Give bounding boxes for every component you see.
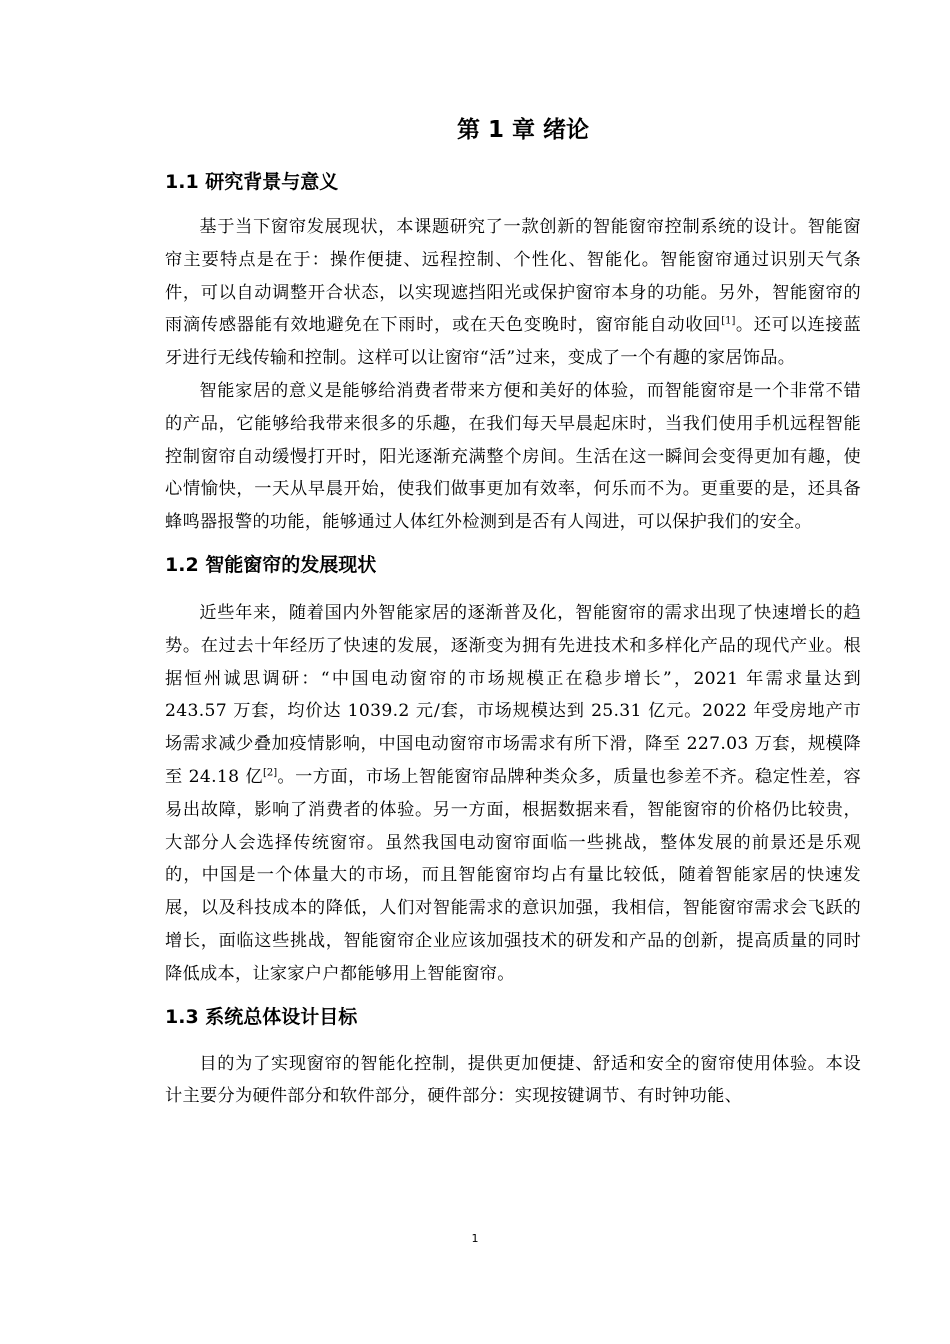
section-title-1-3: 1.3 系统总体设计目标	[165, 1005, 358, 1028]
section-title-1-2: 1.2 智能窗帘的发展现状	[165, 553, 377, 576]
citation-marker: [1]	[721, 315, 736, 327]
paragraph-text: 基于当下窗帘发展现状，本课题研究了一款创新的智能窗帘控制系统的设计。智能窗帘主要特点是在于：操作便捷、远程控制、个性化、智能化。智能窗帘通过识别天气条件，可以自动调整开合状态，以实现遮挡阳光或保护窗帘本身的功能。另外，智能窗帘的雨滴传感器能有效地避免在下雨时，或在天色变晚时，窗帘能自动收回	[165, 217, 861, 336]
paragraph-text: 。还可以连接蓝牙进行无线传输和控制。这样可以让窗帘“活”过来，变成了一个有趣的家居饰品。	[165, 315, 861, 369]
page-content	[165, 110, 861, 1113]
section-title-1-1: 1.1 研究背景与意义	[165, 171, 339, 193]
chapter-title: 第 1 章 绪论	[456, 117, 590, 143]
paragraph: 目的为了实现窗帘的智能化控制，提供更加便捷、舒适和安全的窗帘使用体验。本设计主要分为硬件部分和软件部分，硬件部分：实现按键调节、有时钟功能、	[165, 1053, 861, 1107]
paragraph: 智能家居的意义是能够给消费者带来方便和美好的体验，而智能窗帘是一个非常不错的产品，它能够给我带来很多的乐趣，在我们每天早晨起床时，当我们使用手机远程智能控制窗帘自动缓慢打开时，阳光逐渐充满整个房间。生活在这一瞬间会变得更加有趣，使心情愉快，一天从早晨开始，使我们做事更加有效率，何乐而不为。更重要的是，还具备蜂鸣器报警的功能，能够通过人体红外检测到是否有人闯进，可以保护我们的安全。	[165, 380, 861, 533]
paragraph	[165, 211, 861, 375]
citation-marker: [2]	[263, 767, 278, 779]
paragraph-text: 。一方面，市场上智能窗帘品牌种类众多，质量也参差不齐。稳定性差，容易出故障，影响了消费者的体验。另一方面，根据数据来看，智能窗帘的价格仍比较贵，大部分人会选择传统窗帘。虽然我国电动窗帘面临一些挑战，整体发展的前景还是乐观的，中国是一个体量大的市场，而且智能窗帘均占有量比较低，随着智能家居的快速发展，以及科技成本的降低，人们对智能需求的意识加强，我相信，智能窗帘需求会飞跃的增长，面临这些挑战，智能窗帘企业应该加强技术的研发和产品的创新，提高质量的同时降低成本，让家家户户都能够用上智能窗帘。	[165, 766, 861, 984]
paragraph	[165, 597, 861, 991]
paragraph-text: 近些年来，随着国内外智能家居的逐渐普及化，智能窗帘的需求出现了快速增长的趋势。在过去十年经历了快速的发展，逐渐变为拥有先进技术和多样化产品的现代产业。根据恒州诚思调研：“中国电动窗帘的市场规模正在稳步增长”，2021 年需求量达到 243.57 万套，均价达 1039.2 元/套，市场规模达到 25.31 亿元。2022 年受房地产市场需求减少叠加疫情影响，中国电动窗帘市场需求有所下滑，降至 227.03 万套，规模降至 24.18 亿	[165, 602, 861, 787]
page-number: 1	[471, 1232, 479, 1245]
